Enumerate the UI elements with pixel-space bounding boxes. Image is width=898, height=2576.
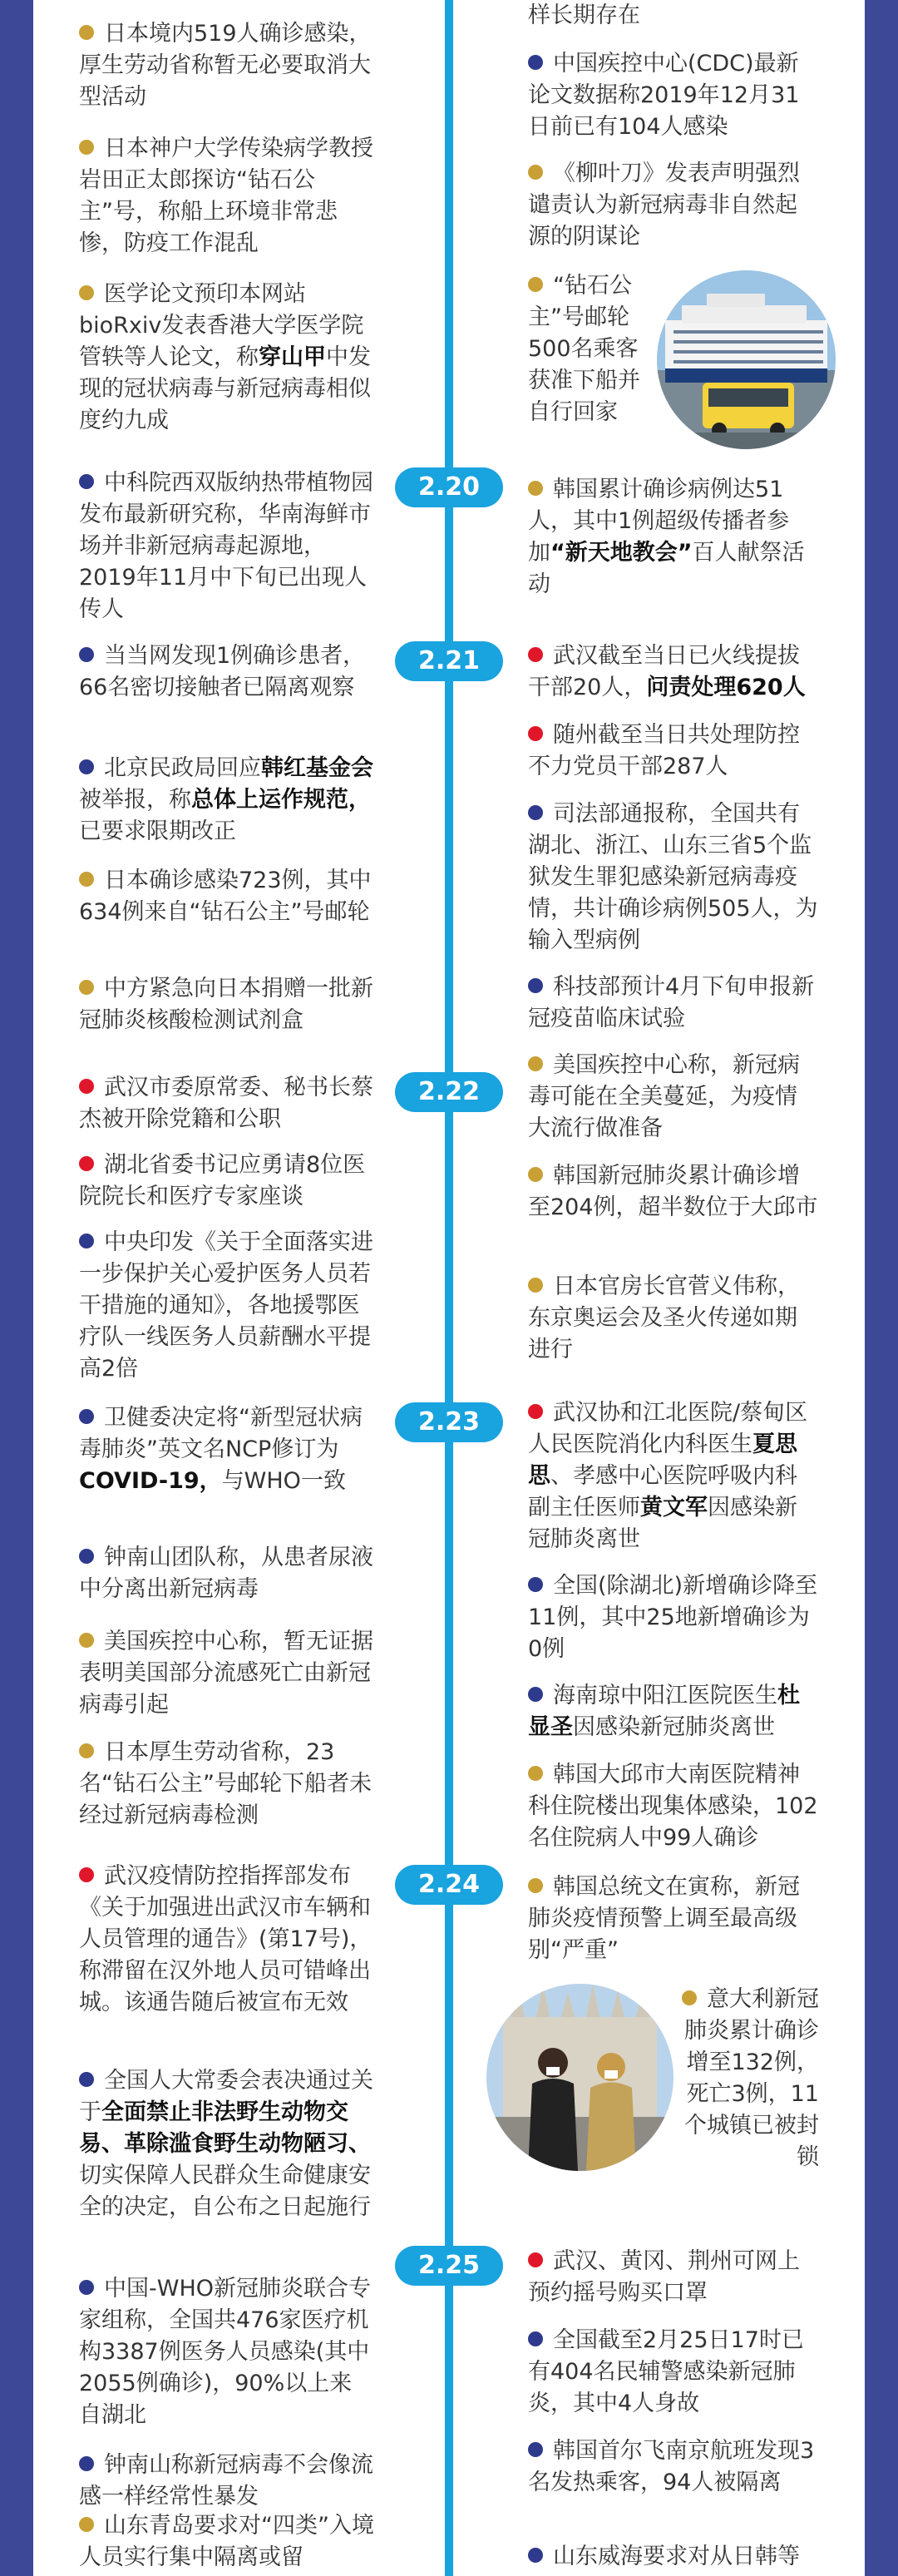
gold-dot-icon — [79, 1633, 94, 1648]
news-item: 韩国累计确诊病例达51人，其中1例超级传播者参加“新天地教会”百人献祭活动 — [528, 477, 805, 597]
news-item: 样长期存在 — [528, 2, 640, 28]
navy-dot-icon — [79, 474, 94, 489]
news-item: 山东威海要求对从日韩等 — [528, 2541, 819, 2573]
news-item: 中国-WHO新冠肺炎联合专家组称，全国共476家医疗机构3387例医务人员感染(其中2055例确诊)，90%以上来自湖北 — [79, 2276, 371, 2428]
news-item: 日本确诊感染723例，其中634例来自“钻石公主”号邮轮 — [79, 868, 372, 925]
red-dot-icon — [528, 2252, 543, 2267]
news-item: 钟南山称新冠病毒不会像流感一样经常性暴发 — [79, 2452, 373, 2509]
cruise-ship-photo — [657, 270, 836, 449]
news-item: 中科院西双版纳热带植物园发布最新研究称，华南海鲜市场并非新冠病毒起源地，2019年11月中下旬已出现人传人 — [79, 470, 373, 622]
gold-dot-icon — [528, 1766, 543, 1781]
navy-dot-icon — [79, 2280, 94, 2295]
red-dot-icon — [79, 1867, 94, 1882]
gold-dot-icon — [682, 1990, 697, 2005]
navy-dot-icon — [79, 759, 94, 774]
red-dot-icon — [528, 726, 543, 741]
gold-dot-icon — [79, 872, 94, 887]
news-item: 科技部预计4月下旬申报新冠疫苗临床试验 — [528, 974, 815, 1031]
date-pill-2-21: 2.21 — [395, 641, 503, 681]
gold-dot-icon — [528, 481, 543, 496]
news-item: 医学论文预印本网站bioRxiv发表香港大学医学院管轶等人论文，称穿山甲中发现的冠状病毒与新冠病毒相似度约九成 — [79, 281, 371, 433]
navy-dot-icon — [79, 2456, 94, 2471]
news-item: 全国截至2月25日17时已有404名民辅警感染新冠肺炎，其中4人身故 — [528, 2327, 804, 2416]
navy-dot-icon — [79, 647, 94, 662]
navy-dot-icon — [79, 1549, 94, 1564]
news-item: 《柳叶刀》发表声明强烈谴责认为新冠病毒非自然起源的阴谋论 — [528, 161, 800, 250]
navy-dot-icon — [528, 2331, 543, 2346]
news-item: 韩国新冠肺炎累计确诊增至204例，超半数位于大邱市 — [528, 1163, 818, 1220]
news-item: 韩国大邱市大南医院精神科住院楼出现集体感染，102名住院病人中99人确诊 — [528, 1762, 818, 1851]
news-item: 韩国总统文在寅称，新冠肺炎疫情预警上调至最高级别“严重” — [528, 1874, 800, 1963]
navy-dot-icon — [79, 1409, 94, 1424]
navy-dot-icon — [79, 1234, 94, 1248]
red-dot-icon — [79, 1079, 94, 1094]
navy-dot-icon — [79, 2072, 94, 2087]
navy-dot-icon — [528, 55, 543, 70]
left-edge-band — [0, 0, 33, 2576]
news-item: 全国(除湖北)新增确诊降至11例，其中25地新增确诊为0例 — [528, 1573, 818, 1662]
navy-dot-icon — [528, 1577, 543, 1592]
news-item: 武汉、黄冈、荆州可网上预约摇号购买口罩 — [528, 2248, 800, 2306]
news-item: 武汉疫情防控指挥部发布《关于加强进出武汉市车辆和人员管理的通告》(第17号)，称滞留在汉外地人员可错峰出城。该通告随后被宣布无效 — [79, 1863, 373, 2015]
news-item: 日本厚生劳动省称，23名“钻石公主”号邮轮下船者未经过新冠病毒检测 — [79, 1739, 372, 1828]
date-pill-2-25: 2.25 — [395, 2246, 503, 2286]
gold-dot-icon — [79, 1743, 94, 1758]
gold-dot-icon — [528, 1278, 543, 1293]
gold-dot-icon — [79, 285, 94, 300]
news-item: 海南琼中阳江医院医生杜显圣因感染新冠肺炎离世 — [528, 1683, 800, 1740]
gold-dot-icon — [528, 1056, 543, 1071]
navy-dot-icon — [528, 1687, 543, 1702]
date-pill-2-20: 2.20 — [395, 467, 503, 507]
gold-dot-icon — [79, 140, 94, 155]
news-item: 日本神户大学传染病学教授岩田正太郎探访“钻石公主”号，称船上环境非常悲惨，防疫工作混乱 — [79, 136, 373, 256]
gold-dot-icon — [528, 277, 543, 292]
gold-dot-icon — [79, 25, 94, 40]
news-item: 中方紧急向日本捐赠一批新冠肺炎核酸检测试剂盒 — [79, 976, 373, 1033]
news-item: “钻石公主”号邮轮500名乘客获准下船并自行回家 — [528, 273, 640, 425]
news-item: 随州截至当日共处理防控不力党员干部287人 — [528, 722, 800, 779]
news-item: 当当网发现1例确诊患者，66名密切接触者已隔离观察 — [79, 643, 366, 700]
navy-dot-icon — [528, 2442, 543, 2457]
news-item: 美国疾控中心称，新冠病毒可能在全美蔓延，为疫情大流行做准备 — [528, 1052, 800, 1141]
news-item: 中国疾控中心(CDC)最新论文数据称2019年12月31日前已有104人感染 — [528, 51, 800, 140]
news-item: 日本官房长官菅义伟称，东京奥运会及圣火传递如期进行 — [528, 1273, 800, 1362]
navy-dot-icon — [528, 805, 543, 820]
news-item: 美国疾控中心称，暂无证据表明美国部分流感死亡由新冠病毒引起 — [79, 1629, 373, 1718]
gold-dot-icon — [528, 1878, 543, 1893]
timeline-axis — [445, 0, 453, 2576]
navy-dot-icon — [528, 2548, 543, 2563]
news-item: 全国人大常委会表决通过关于全面禁止非法野生动物交易、革除滥食野生动物陋习、切实保障人民群众生命健康安全的决定，自公布之日起施行 — [79, 2068, 373, 2220]
red-dot-icon — [528, 647, 543, 662]
news-item: 武汉截至当日已火线提拔干部20人，问责处理620人 — [528, 643, 806, 700]
milan-street-photo — [486, 1984, 674, 2171]
news-item: 中央印发《关于全面落实进一步保护关心爱护医务人员若干措施的通知》，各地援鄂医疗队一线医务人员薪酬水平提高2倍 — [79, 1229, 373, 1382]
date-pill-2-22: 2.22 — [395, 1072, 503, 1112]
gold-dot-icon — [528, 1167, 543, 1182]
news-item: 武汉协和江北医院/蔡甸区人民医院消化内科医生夏思思、孝感中心医院呼吸内科副主任医师黄文军因感染新冠肺炎离世 — [528, 1400, 808, 1552]
date-pill-2-23: 2.23 — [395, 1402, 503, 1442]
red-dot-icon — [528, 1404, 543, 1419]
news-item: 意大利新冠肺炎累计确诊增至132例，死亡3例，11个城镇已被封锁 — [674, 1984, 819, 2173]
date-pill-2-24: 2.24 — [395, 1865, 503, 1905]
red-dot-icon — [79, 1156, 94, 1171]
gold-dot-icon — [79, 980, 94, 995]
gold-dot-icon — [528, 165, 543, 180]
news-item: 韩国首尔飞南京航班发现3名发热乘客，94人被隔离 — [528, 2438, 815, 2495]
news-item: 山东青岛要求对“四类”入境人员实行集中隔离或留 — [79, 2513, 374, 2570]
right-edge-band — [865, 0, 898, 2576]
navy-dot-icon — [528, 978, 543, 993]
news-item: 湖北省委书记应勇请8位医院院长和医疗专家座谈 — [79, 1152, 366, 1209]
news-item: 司法部通报称，全国共有湖北、浙江、山东三省5个监狱发生罪犯感染新冠病毒疫情，共计确诊病例505人，为输入型病例 — [528, 801, 818, 953]
news-item: 钟南山团队称，从患者尿液中分离出新冠病毒 — [79, 1545, 373, 1602]
news-item: 北京民政局回应韩红基金会被举报，称总体上运作规范，已要求限期改正 — [79, 755, 373, 844]
gold-dot-icon — [79, 2517, 94, 2532]
news-item: 卫健委决定将“新型冠状病毒肺炎”英文名NCP修订为COVID-19，与WHO一致 — [79, 1405, 363, 1494]
news-item: 日本境内519人确诊感染，厚生劳动省称暂无必要取消大型活动 — [79, 21, 372, 110]
news-item: 武汉市委原常委、秘书长蔡杰被开除党籍和公职 — [79, 1075, 373, 1132]
